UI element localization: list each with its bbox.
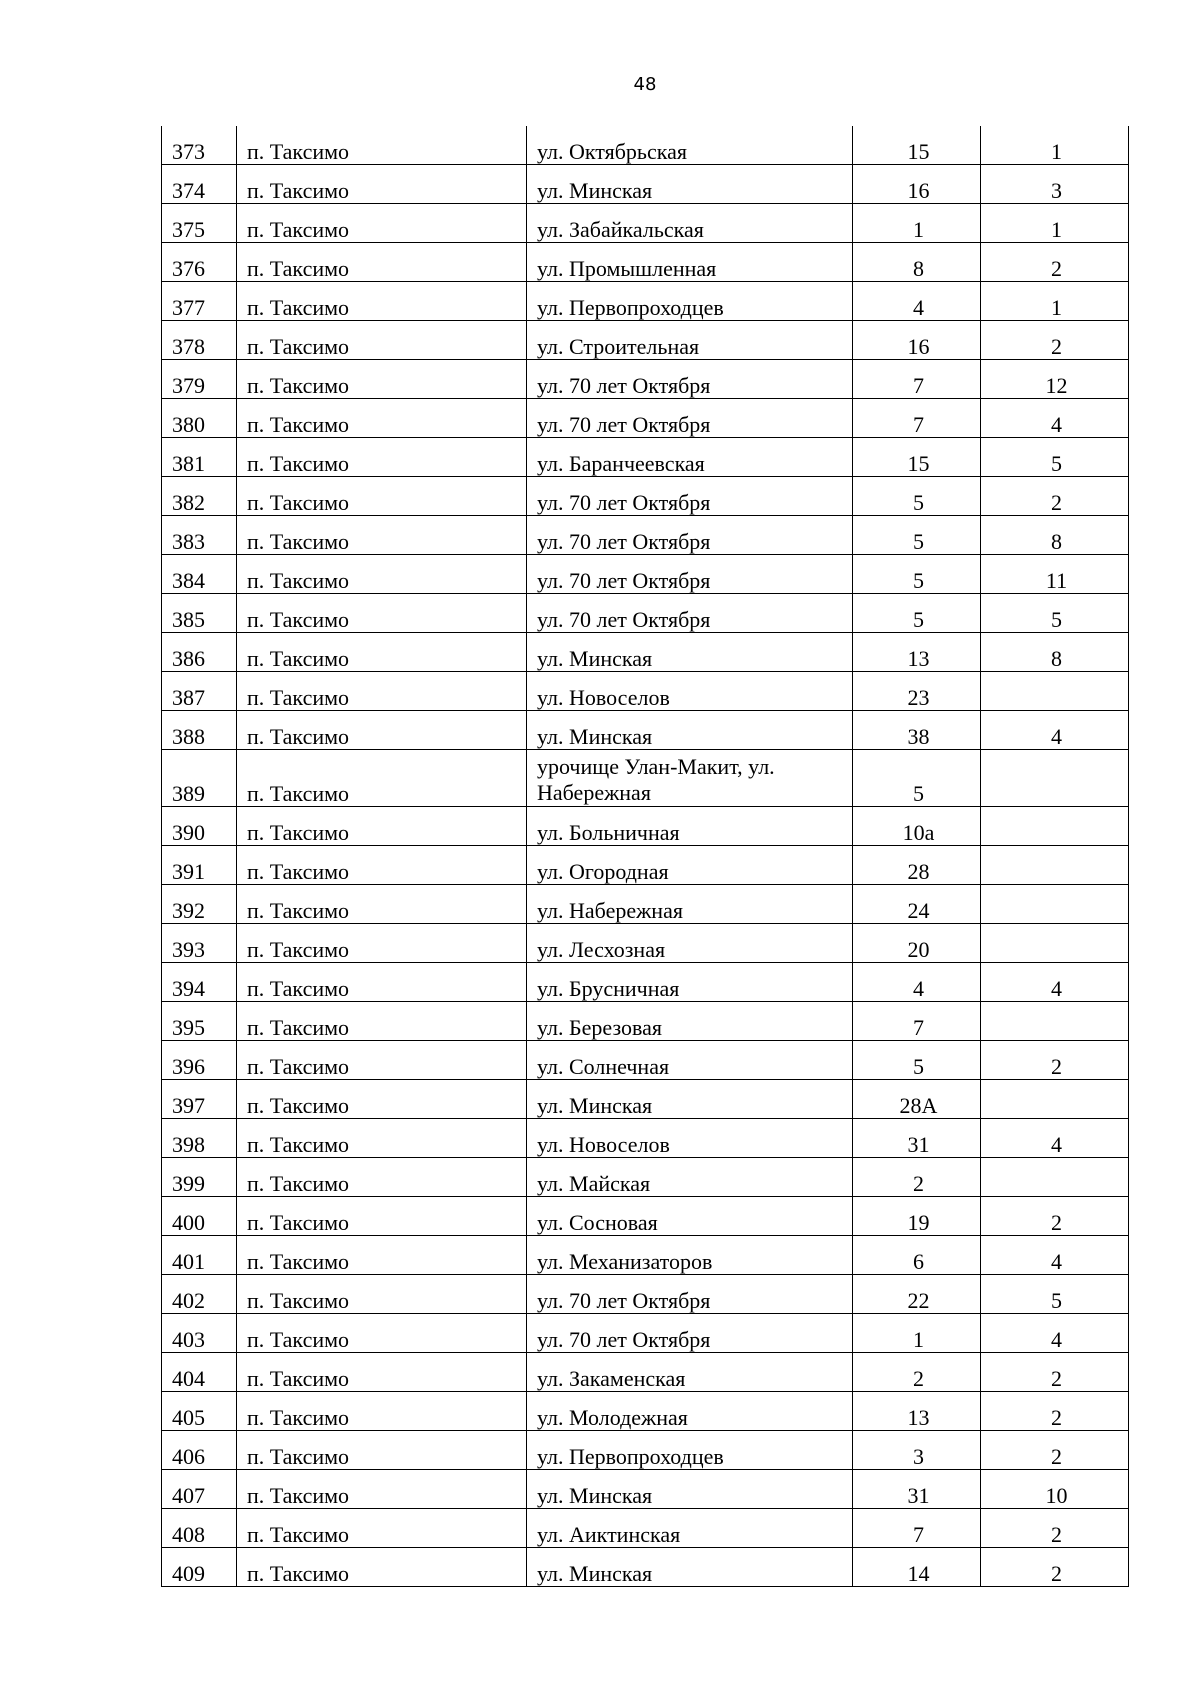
settlement-cell: п. Таксимо [237, 594, 527, 633]
apartment-number-cell: 8 [981, 516, 1129, 555]
row-number-cell: 376 [162, 243, 237, 282]
settlement-cell: п. Таксимо [237, 672, 527, 711]
settlement-cell: п. Таксимо [237, 963, 527, 1002]
table-row [162, 399, 1129, 438]
table-row [162, 807, 1129, 846]
apartment-number-cell: 8 [981, 633, 1129, 672]
table-row [162, 633, 1129, 672]
apartment-number-cell [981, 672, 1129, 711]
street-cell: ул. 70 лет Октября [527, 1275, 853, 1314]
table-row [162, 846, 1129, 885]
street-cell: ул. Баранчеевская [527, 438, 853, 477]
row-number-cell: 385 [162, 594, 237, 633]
street-cell: ул. Майская [527, 1158, 853, 1197]
house-number-cell: 16 [853, 165, 981, 204]
street-cell: ул. Строительная [527, 321, 853, 360]
street-cell: ул. Минская [527, 711, 853, 750]
apartment-number-cell [981, 846, 1129, 885]
settlement-cell: п. Таксимо [237, 1080, 527, 1119]
row-number-cell: 397 [162, 1080, 237, 1119]
table-row [162, 885, 1129, 924]
house-number-cell: 7 [853, 1002, 981, 1041]
table-row [162, 1353, 1129, 1392]
apartment-number-cell [981, 885, 1129, 924]
row-number-cell: 391 [162, 846, 237, 885]
street-cell: ул. 70 лет Октября [527, 594, 853, 633]
row-number-cell: 407 [162, 1470, 237, 1509]
row-number-cell: 406 [162, 1431, 237, 1470]
row-number-cell: 398 [162, 1119, 237, 1158]
house-number-cell: 22 [853, 1275, 981, 1314]
row-number-cell: 388 [162, 711, 237, 750]
row-number-cell: 405 [162, 1392, 237, 1431]
row-number-cell: 395 [162, 1002, 237, 1041]
street-cell: ул. Березовая [527, 1002, 853, 1041]
street-cell: ул. Октябрьская [527, 126, 853, 165]
row-number-cell: 408 [162, 1509, 237, 1548]
table-row [162, 438, 1129, 477]
row-number-cell: 383 [162, 516, 237, 555]
street-cell: ул. 70 лет Октября [527, 399, 853, 438]
street-cell: ул. Лесхозная [527, 924, 853, 963]
apartment-number-cell: 2 [981, 1548, 1129, 1587]
house-number-cell: 28 [853, 846, 981, 885]
apartment-number-cell: 2 [981, 1041, 1129, 1080]
table-row [162, 711, 1129, 750]
house-number-cell: 2 [853, 1158, 981, 1197]
settlement-cell: п. Таксимо [237, 1002, 527, 1041]
settlement-cell: п. Таксимо [237, 1470, 527, 1509]
row-number-cell: 378 [162, 321, 237, 360]
apartment-number-cell [981, 1158, 1129, 1197]
house-number-cell: 6 [853, 1236, 981, 1275]
settlement-cell: п. Таксимо [237, 1041, 527, 1080]
table-row [162, 165, 1129, 204]
street-cell: ул. Промышленная [527, 243, 853, 282]
street-cell: ул. Огородная [527, 846, 853, 885]
house-number-cell: 16 [853, 321, 981, 360]
table-row [162, 243, 1129, 282]
settlement-cell: п. Таксимо [237, 438, 527, 477]
street-cell: ул. Первопроходцев [527, 282, 853, 321]
address-table-body [162, 126, 1129, 1587]
table-row [162, 321, 1129, 360]
house-number-cell: 5 [853, 1041, 981, 1080]
apartment-number-cell [981, 1002, 1129, 1041]
row-number-cell: 381 [162, 438, 237, 477]
house-number-cell: 4 [853, 282, 981, 321]
settlement-cell: п. Таксимо [237, 807, 527, 846]
table-row [162, 1119, 1129, 1158]
house-number-cell: 15 [853, 438, 981, 477]
settlement-cell: п. Таксимо [237, 924, 527, 963]
house-number-cell: 8 [853, 243, 981, 282]
settlement-cell: п. Таксимо [237, 1275, 527, 1314]
house-number-cell: 24 [853, 885, 981, 924]
apartment-number-cell: 2 [981, 243, 1129, 282]
row-number-cell: 392 [162, 885, 237, 924]
table-row [162, 1236, 1129, 1275]
apartment-number-cell: 4 [981, 711, 1129, 750]
house-number-cell: 5 [853, 555, 981, 594]
apartment-number-cell: 2 [981, 1431, 1129, 1470]
apartment-number-cell: 2 [981, 1353, 1129, 1392]
apartment-number-cell: 2 [981, 321, 1129, 360]
street-cell: ул. Закаменская [527, 1353, 853, 1392]
table-row [162, 477, 1129, 516]
settlement-cell: п. Таксимо [237, 555, 527, 594]
house-number-cell: 7 [853, 360, 981, 399]
house-number-cell: 7 [853, 1509, 981, 1548]
settlement-cell: п. Таксимо [237, 1431, 527, 1470]
street-cell: ул. Больничная [527, 807, 853, 846]
street-cell: ул. Минская [527, 165, 853, 204]
house-number-cell: 13 [853, 1392, 981, 1431]
row-number-cell: 389 [162, 750, 237, 807]
table-row [162, 555, 1129, 594]
apartment-number-cell: 4 [981, 1236, 1129, 1275]
apartment-number-cell [981, 807, 1129, 846]
house-number-cell: 13 [853, 633, 981, 672]
house-number-cell: 15 [853, 126, 981, 165]
row-number-cell: 404 [162, 1353, 237, 1392]
house-number-cell: 20 [853, 924, 981, 963]
row-number-cell: 399 [162, 1158, 237, 1197]
apartment-number-cell [981, 924, 1129, 963]
street-cell: ул. Солнечная [527, 1041, 853, 1080]
house-number-cell: 4 [853, 963, 981, 1002]
row-number-cell: 394 [162, 963, 237, 1002]
table-row [162, 924, 1129, 963]
apartment-number-cell: 4 [981, 399, 1129, 438]
settlement-cell: п. Таксимо [237, 1509, 527, 1548]
house-number-cell: 5 [853, 477, 981, 516]
row-number-cell: 382 [162, 477, 237, 516]
settlement-cell: п. Таксимо [237, 846, 527, 885]
apartment-number-cell: 10 [981, 1470, 1129, 1509]
settlement-cell: п. Таксимо [237, 1119, 527, 1158]
row-number-cell: 403 [162, 1314, 237, 1353]
house-number-cell: 31 [853, 1119, 981, 1158]
street-cell: ул. Аиктинская [527, 1509, 853, 1548]
house-number-cell: 1 [853, 1314, 981, 1353]
table-row [162, 282, 1129, 321]
settlement-cell: п. Таксимо [237, 750, 527, 807]
street-cell: ул. Новоселов [527, 1119, 853, 1158]
table-row [162, 963, 1129, 1002]
house-number-cell: 31 [853, 1470, 981, 1509]
settlement-cell: п. Таксимо [237, 1392, 527, 1431]
house-number-cell: 19 [853, 1197, 981, 1236]
settlement-cell: п. Таксимо [237, 321, 527, 360]
address-table [161, 126, 1129, 1587]
settlement-cell: п. Таксимо [237, 126, 527, 165]
apartment-number-cell: 3 [981, 165, 1129, 204]
table-row [162, 1314, 1129, 1353]
table-row [162, 1509, 1129, 1548]
table-row [162, 1197, 1129, 1236]
table-row [162, 672, 1129, 711]
table-row [162, 1080, 1129, 1119]
apartment-number-cell: 1 [981, 126, 1129, 165]
apartment-number-cell: 2 [981, 1392, 1129, 1431]
apartment-number-cell: 2 [981, 1509, 1129, 1548]
apartment-number-cell: 4 [981, 963, 1129, 1002]
apartment-number-cell: 5 [981, 594, 1129, 633]
apartment-number-cell: 5 [981, 438, 1129, 477]
row-number-cell: 384 [162, 555, 237, 594]
row-number-cell: 400 [162, 1197, 237, 1236]
settlement-cell: п. Таксимо [237, 516, 527, 555]
street-cell: ул. 70 лет Октября [527, 1314, 853, 1353]
street-cell: ул. Минская [527, 633, 853, 672]
settlement-cell: п. Таксимо [237, 1158, 527, 1197]
table-row [162, 750, 1129, 807]
house-number-cell: 10а [853, 807, 981, 846]
apartment-number-cell: 4 [981, 1119, 1129, 1158]
settlement-cell: п. Таксимо [237, 711, 527, 750]
row-number-cell: 401 [162, 1236, 237, 1275]
table-row [162, 1275, 1129, 1314]
street-cell: ул. Набережная [527, 885, 853, 924]
settlement-cell: п. Таксимо [237, 1353, 527, 1392]
street-cell: ул. 70 лет Октября [527, 477, 853, 516]
street-cell: ул. Брусничная [527, 963, 853, 1002]
table-row [162, 1002, 1129, 1041]
apartment-number-cell: 12 [981, 360, 1129, 399]
row-number-cell: 402 [162, 1275, 237, 1314]
street-cell: урочище Улан-Макит, ул. Набережная [527, 750, 853, 807]
house-number-cell: 1 [853, 204, 981, 243]
apartment-number-cell: 2 [981, 477, 1129, 516]
street-cell: ул. Первопроходцев [527, 1431, 853, 1470]
settlement-cell: п. Таксимо [237, 633, 527, 672]
house-number-cell: 23 [853, 672, 981, 711]
house-number-cell: 2 [853, 1353, 981, 1392]
row-number-cell: 393 [162, 924, 237, 963]
apartment-number-cell: 4 [981, 1314, 1129, 1353]
page-number: 48 [633, 74, 657, 95]
row-number-cell: 374 [162, 165, 237, 204]
apartment-number-cell: 5 [981, 1275, 1129, 1314]
row-number-cell: 409 [162, 1548, 237, 1587]
street-cell: ул. Минская [527, 1470, 853, 1509]
street-cell: ул. 70 лет Октября [527, 360, 853, 399]
table-row [162, 1470, 1129, 1509]
apartment-number-cell: 1 [981, 282, 1129, 321]
settlement-cell: п. Таксимо [237, 399, 527, 438]
table-row [162, 1041, 1129, 1080]
row-number-cell: 379 [162, 360, 237, 399]
settlement-cell: п. Таксимо [237, 477, 527, 516]
row-number-cell: 373 [162, 126, 237, 165]
street-cell: ул. Механизаторов [527, 1236, 853, 1275]
table-row [162, 360, 1129, 399]
row-number-cell: 390 [162, 807, 237, 846]
table-row [162, 1392, 1129, 1431]
settlement-cell: п. Таксимо [237, 204, 527, 243]
table-row [162, 1548, 1129, 1587]
apartment-number-cell [981, 750, 1129, 807]
street-cell: ул. Минская [527, 1080, 853, 1119]
street-cell: ул. Забайкальская [527, 204, 853, 243]
apartment-number-cell: 2 [981, 1197, 1129, 1236]
apartment-number-cell [981, 1080, 1129, 1119]
street-cell: ул. 70 лет Октября [527, 555, 853, 594]
street-cell: ул. 70 лет Октября [527, 516, 853, 555]
house-number-cell: 5 [853, 750, 981, 807]
row-number-cell: 387 [162, 672, 237, 711]
house-number-cell: 38 [853, 711, 981, 750]
table-row [162, 204, 1129, 243]
settlement-cell: п. Таксимо [237, 1197, 527, 1236]
apartment-number-cell: 11 [981, 555, 1129, 594]
settlement-cell: п. Таксимо [237, 243, 527, 282]
row-number-cell: 380 [162, 399, 237, 438]
settlement-cell: п. Таксимо [237, 1314, 527, 1353]
house-number-cell: 5 [853, 516, 981, 555]
row-number-cell: 386 [162, 633, 237, 672]
table-row [162, 126, 1129, 165]
table-row [162, 594, 1129, 633]
street-cell: ул. Минская [527, 1548, 853, 1587]
apartment-number-cell: 1 [981, 204, 1129, 243]
street-cell: ул. Сосновая [527, 1197, 853, 1236]
settlement-cell: п. Таксимо [237, 885, 527, 924]
row-number-cell: 377 [162, 282, 237, 321]
house-number-cell: 3 [853, 1431, 981, 1470]
settlement-cell: п. Таксимо [237, 282, 527, 321]
table-row [162, 1431, 1129, 1470]
settlement-cell: п. Таксимо [237, 165, 527, 204]
street-cell: ул. Новоселов [527, 672, 853, 711]
table-row [162, 1158, 1129, 1197]
settlement-cell: п. Таксимо [237, 360, 527, 399]
house-number-cell: 7 [853, 399, 981, 438]
settlement-cell: п. Таксимо [237, 1548, 527, 1587]
row-number-cell: 396 [162, 1041, 237, 1080]
house-number-cell: 14 [853, 1548, 981, 1587]
house-number-cell: 28А [853, 1080, 981, 1119]
settlement-cell: п. Таксимо [237, 1236, 527, 1275]
row-number-cell: 375 [162, 204, 237, 243]
house-number-cell: 5 [853, 594, 981, 633]
street-cell: ул. Молодежная [527, 1392, 853, 1431]
table-row [162, 516, 1129, 555]
